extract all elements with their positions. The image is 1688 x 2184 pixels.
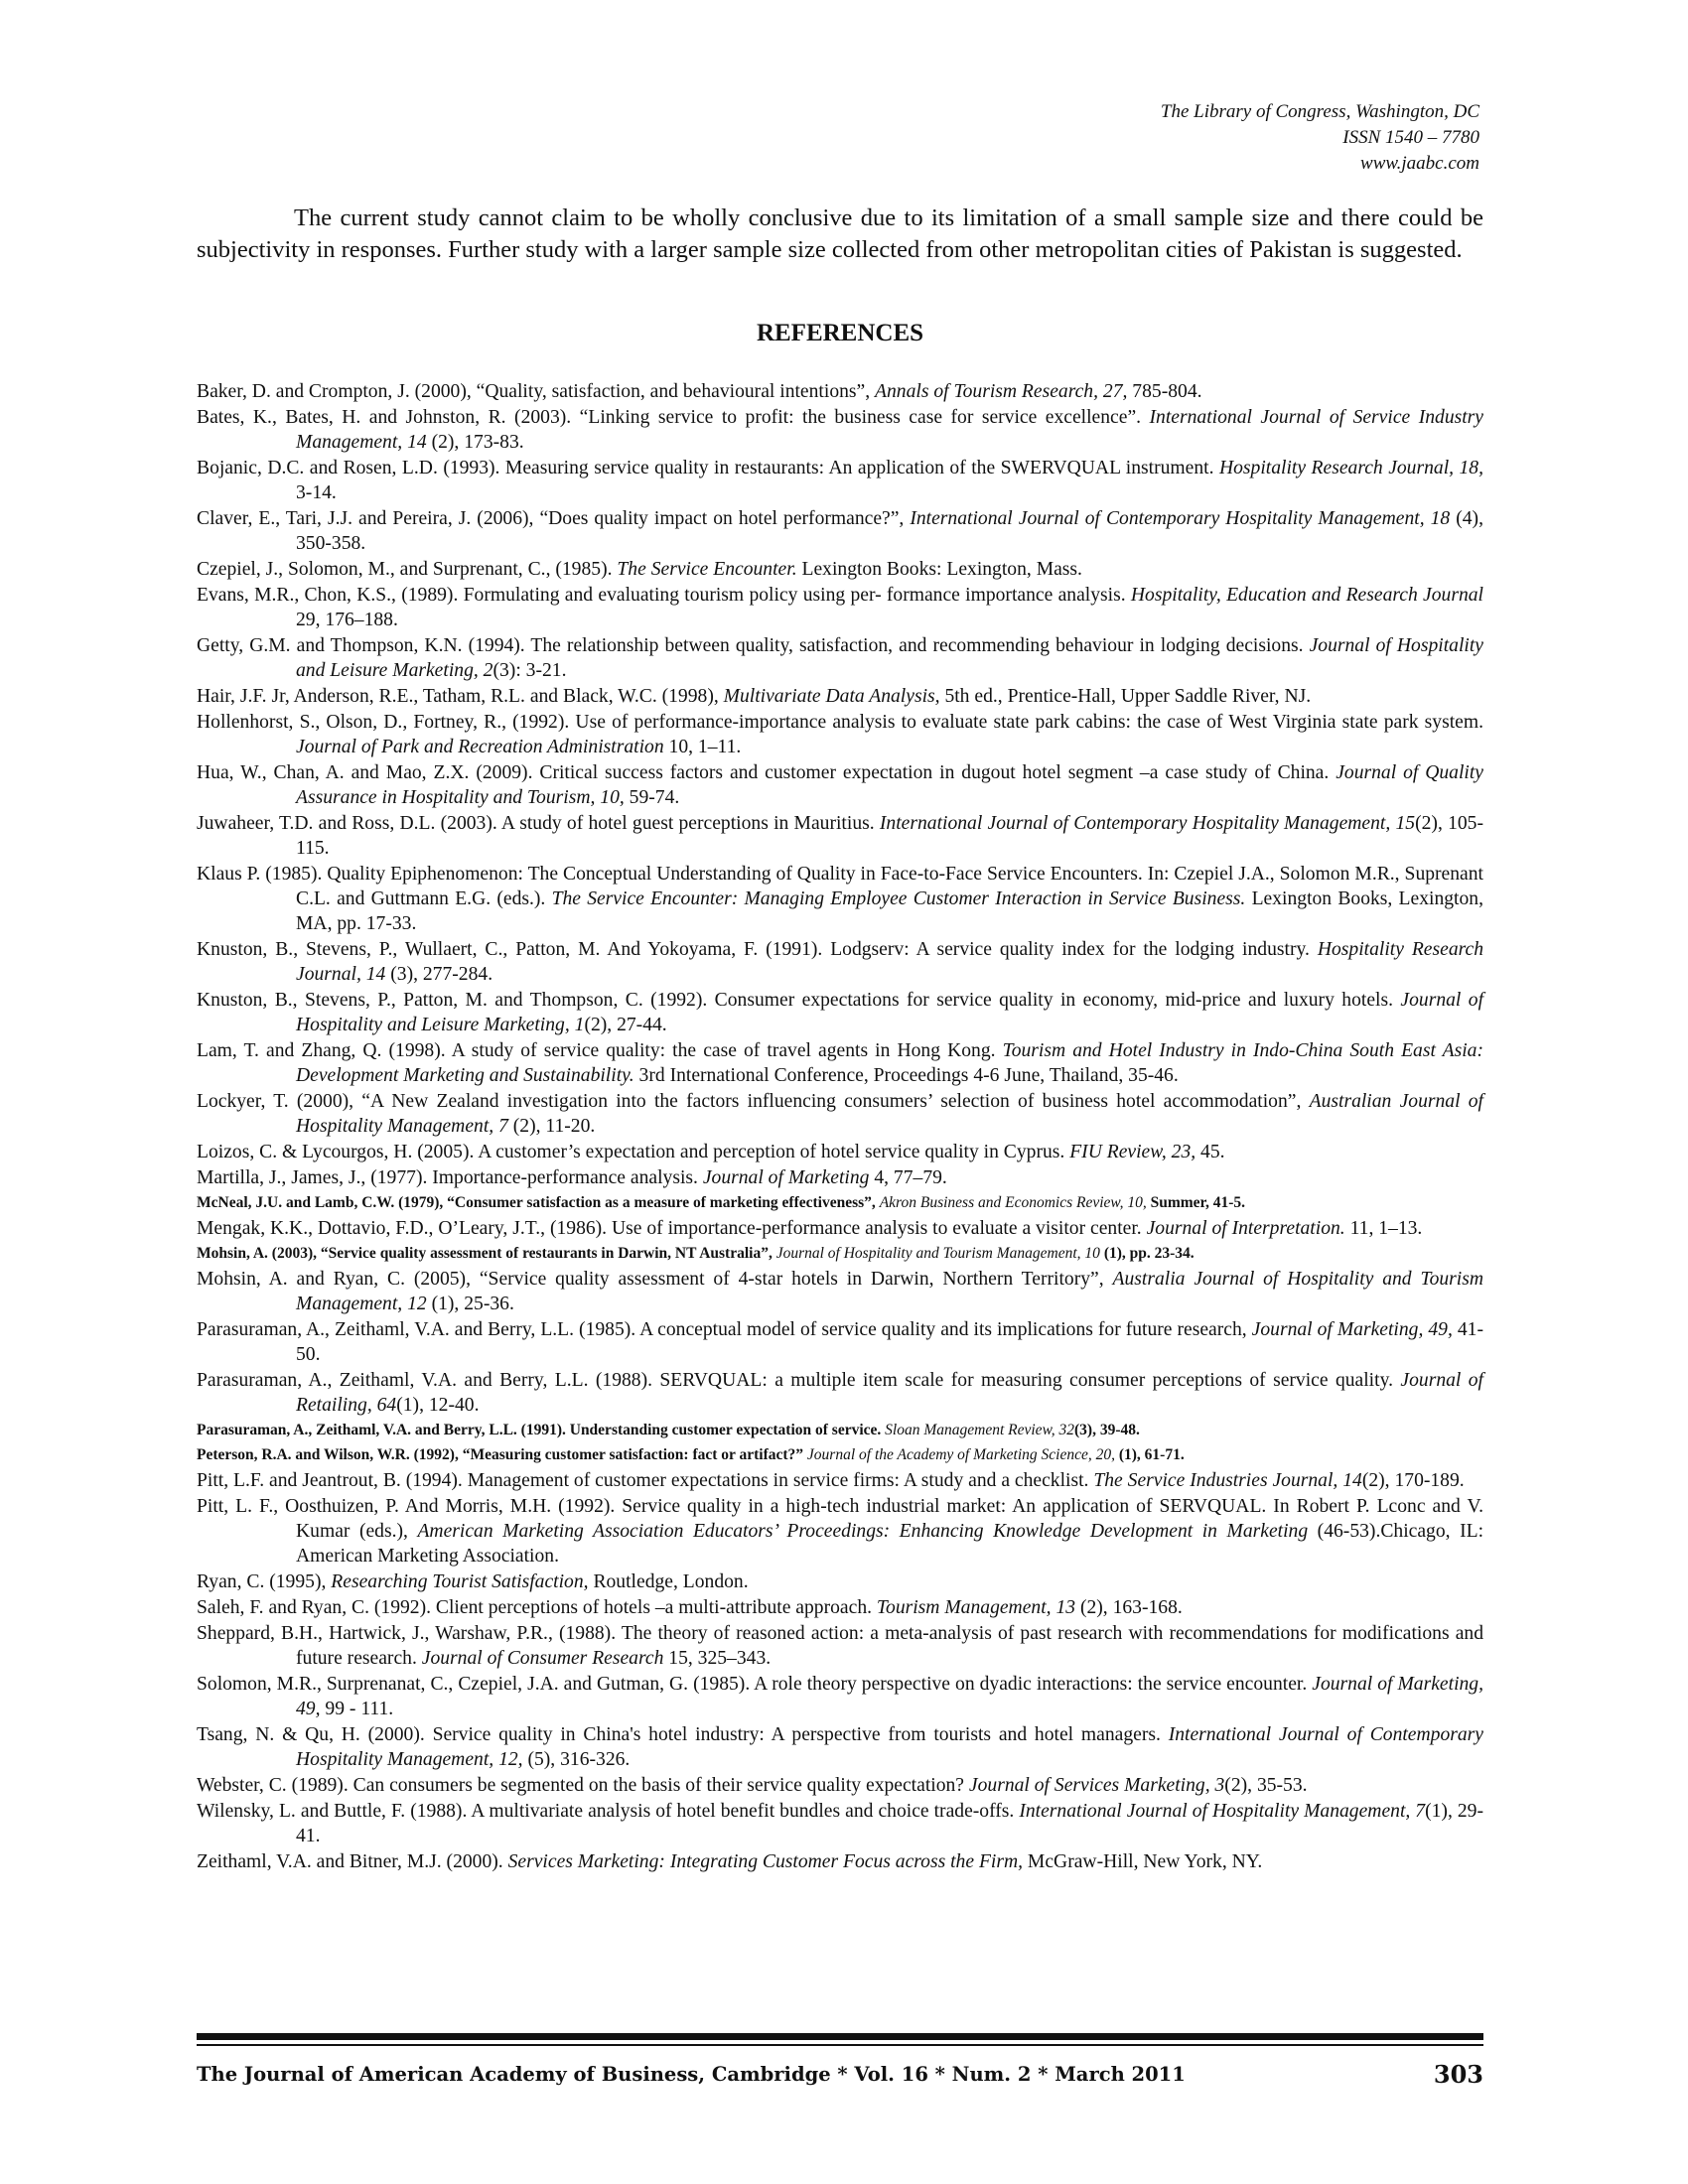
reference-details: McGraw-Hill, New York, NY. [1023, 1851, 1263, 1872]
header-issn: ISSN 1540 – 7780 [1342, 127, 1479, 148]
reference-details: 785-804. [1127, 381, 1202, 402]
reference-journal: Annals of Tourism Research, 27, [875, 381, 1128, 402]
reference-item [197, 1419, 1483, 1442]
reference-details: (2), 35-53. [1224, 1775, 1308, 1796]
reference-journal: Journal of Quality Assurance in Hospitality and Tourism, 10, [296, 762, 1483, 808]
reference-details: (1), 25-36. [426, 1294, 514, 1314]
reference-journal: The Service Encounter. [617, 559, 797, 580]
reference-item [197, 506, 1483, 556]
header-library: The Library of Congress, Washington, DC [1160, 101, 1479, 122]
reference-authors-title: Saleh, F. and Ryan, C. (1992). Client perceptions of hotels –a multi-attribute approach. [197, 1597, 877, 1618]
reference-item [197, 684, 1483, 709]
reference-item [197, 633, 1483, 683]
reference-journal: International Journal of Service Industry Management, 14 [296, 407, 1484, 453]
reference-authors-title: Loizos, C. & Lycourgos, H. (2005). A customer’s expectation and perception of hotel service quality in Cyprus. [197, 1142, 1070, 1162]
reference-details: 45. [1196, 1142, 1225, 1162]
footer-journal: The Journal of American Academy of Business, Cambridge * Vol. 16 * Num. 2 * March 2011 [197, 2063, 1186, 2086]
reference-authors-title: Sheppard, B.H., Hartwick, J., Warshaw, P.R., (1988). The theory of reasoned action: a meta-analysis of past research with recommendations for modifications and future research. [197, 1623, 1483, 1669]
reference-journal: The Service Encounter: Managing Employee Customer Interaction in Service Business. [551, 888, 1246, 909]
footer-rule-thin [197, 2044, 1483, 2046]
header-url[interactable]: www.jaabc.com [1360, 153, 1479, 174]
reference-authors-title: Lam, T. and Zhang, Q. (1998). A study of service quality: the case of travel agents in Hong Kong. [197, 1040, 1003, 1061]
reference-journal: Journal of Hospitality and Leisure Marketing, 2 [296, 635, 1483, 681]
reference-journal: Journal of Marketing [702, 1167, 870, 1188]
reference-details: 15, 325–343. [663, 1648, 772, 1669]
reference-item [197, 760, 1483, 810]
reference-item [197, 937, 1483, 987]
reference-details: 10, 1–11. [663, 737, 742, 757]
reference-details: 59-74. [624, 787, 680, 808]
reference-details: (2), 170-189. [1361, 1470, 1465, 1491]
reference-item [197, 583, 1483, 632]
reference-authors-title: Baker, D. and Crompton, J. (2000), “Quality, satisfaction, and behavioural intentions”, [197, 381, 876, 402]
reference-journal: Journal of Services Marketing, 3 [968, 1775, 1225, 1796]
reference-authors-title: Knuston, B., Stevens, P., Wullaert, C., Patton, M. And Yokoyama, F. (1991). Lodgserv: A service quality index for the lodging industry. [197, 939, 1318, 960]
reference-authors-title: Hollenhorst, S., Olson, D., Fortney, R., (1992). Use of performance-importance analysis to evaluate state park cabins: the case of West Virginia state park system. [197, 712, 1483, 733]
reference-details: (1), 61-71. [1114, 1446, 1185, 1463]
reference-journal: Journal of Marketing, 49, [296, 1674, 1484, 1719]
reference-item [197, 1494, 1483, 1569]
reference-authors-title: Bojanic, D.C. and Rosen, L.D. (1993). Measuring service quality in restaurants: An application of the SWERVQUAL instrument. [197, 458, 1219, 478]
reference-journal: International Journal of Contemporary Hospitality Management, 12, [296, 1724, 1483, 1770]
reference-journal: Tourism and Hotel Industry in Indo-China South East Asia: Development Marketing and Sustainability. [296, 1040, 1483, 1086]
reference-authors-title: Czepiel, J., Solomon, M., and Surprenant, C., (1985). [197, 559, 618, 580]
reference-journal: Multivariate Data Analysis, [723, 686, 940, 707]
reference-authors-title: Pitt, L.F. and Jeantrout, B. (1994). Management of customer expectations in service firms: A study and a checklist. [197, 1470, 1094, 1491]
reference-authors-title: Mohsin, A. and Ryan, C. (2005), “Service quality assessment of 4-star hotels in Darwin, Northern Territory”, [197, 1269, 1113, 1290]
reference-authors-title: Knuston, B., Stevens, P., Patton, M. and Thompson, C. (1992). Consumer expectations for service quality in economy, mid-price and luxury hotels. [197, 990, 1401, 1011]
reference-authors-title: Hair, J.F. Jr, Anderson, R.E., Tatham, R.L. and Black, W.C. (1998), [197, 686, 724, 707]
reference-authors-title: Martilla, J., James, J., (1977). Importance-performance analysis. [197, 1167, 703, 1188]
reference-details: 11, 1–13. [1344, 1218, 1423, 1239]
reference-item [197, 862, 1483, 936]
reference-details: (3): 3-21. [492, 660, 567, 681]
reference-item [197, 1799, 1483, 1848]
reference-details: (5), 316-326. [522, 1749, 631, 1770]
reference-item [197, 456, 1483, 505]
reference-journal: Hospitality, Education and Research Journal [1130, 585, 1483, 606]
reference-item [197, 1165, 1483, 1190]
page-footer [197, 2060, 1483, 2089]
reference-journal: Journal of Park and Recreation Administration [296, 737, 664, 757]
reference-item [197, 1242, 1483, 1266]
reference-journal: Journal of Consumer Research [421, 1648, 664, 1669]
reference-authors-title: Klaus P. (1985). Quality Epiphenomenon: The Conceptual Understanding of Quality in Face-to-Face Service Encounters. In: Czepiel J.A., Solomon M.R., Suprenant C.L. and Guttmann E.G. (eds.). [197, 864, 1483, 909]
reference-journal: Akron Business and Economics Review, 10, [879, 1194, 1147, 1211]
reference-details: (2), 11-20. [507, 1116, 596, 1137]
footer-rule-thick [197, 2033, 1483, 2040]
page-number: 303 [1433, 2060, 1483, 2089]
reference-journal: Services Marketing: Integrating Customer Focus across the Firm, [507, 1851, 1024, 1872]
reference-details: (1), 29-41. [296, 1801, 1483, 1846]
reference-journal: Journal of Retailing, 64 [296, 1370, 1484, 1416]
reference-item [197, 1140, 1483, 1164]
reference-authors-title: McNeal, J.U. and Lamb, C.W. (1979), “Consumer satisfaction as a measure of marketing effectiveness”, [197, 1194, 880, 1211]
references-heading: REFERENCES [756, 320, 924, 346]
reference-item [197, 1191, 1483, 1215]
reference-journal: Journal of Marketing, 49, [1251, 1319, 1453, 1340]
reference-item [197, 811, 1483, 861]
reference-item [197, 1595, 1483, 1620]
reference-journal: FIU Review, 23, [1069, 1142, 1196, 1162]
running-header [1161, 99, 1479, 177]
reference-authors-title: Juwaheer, T.D. and Ross, D.L. (2003). A study of hotel guest perceptions in Mauritius. [197, 813, 880, 834]
reference-journal: American Marketing Association Educators’ Proceedings: Enhancing Knowledge Development in Marketing [417, 1521, 1309, 1542]
reference-authors-title: Evans, M.R., Chon, K.S., (1989). Formulating and evaluating tourism policy using per- formance importance analysis. [197, 585, 1131, 606]
reference-details: (46-53).Chicago, IL: American Marketing Association. [296, 1521, 1484, 1567]
reference-item [197, 1722, 1483, 1772]
reference-authors-title: Tsang, N. & Qu, H. (2000). Service quality in China's hotel industry: A perspective from tourists and hotel managers. [197, 1724, 1169, 1745]
reference-authors-title: Mengak, K.K., Dottavio, F.D., O’Leary, J.T., (1986). Use of importance-performance analysis to evaluate a visitor center. [197, 1218, 1147, 1239]
reference-item [197, 1672, 1483, 1721]
reference-authors-title: Peterson, R.A. and Wilson, W.R. (1992), “Measuring customer satisfaction: fact or artifact?” [197, 1446, 807, 1463]
reference-authors-title: Zeithaml, V.A. and Bitner, M.J. (2000). [197, 1851, 508, 1872]
reference-journal: Hospitality Research Journal, 18, [1218, 458, 1484, 478]
reference-journal: International Journal of Contemporary Hospitality Management, 15 [879, 813, 1416, 834]
reference-authors-title: Mohsin, A. (2003), “Service quality assessment of restaurants in Darwin, NT Australia”, [197, 1245, 776, 1262]
reference-authors-title: Pitt, L. F., Oosthuizen, P. And Morris, M.H. (1992). Service quality in a high-tech industrial market: An application of SERVQUAL. In Robert P. Lconc and V. Kumar (eds.), [197, 1496, 1483, 1542]
reference-journal: Sloan Management Review, 32 [885, 1422, 1075, 1438]
reference-item [197, 1216, 1483, 1241]
reference-item [197, 1089, 1483, 1139]
reference-details: Lexington Books: Lexington, Mass. [796, 559, 1082, 580]
reference-item [197, 379, 1483, 404]
reference-details: (1), 12-40. [396, 1395, 480, 1416]
reference-authors-title: Claver, E., Tari, J.J. and Pereira, J. (2006), “Does quality impact on hotel performance?”, [197, 508, 911, 529]
reference-item [197, 1849, 1483, 1874]
reference-authors-title: Getty, G.M. and Thompson, K.N. (1994). The relationship between quality, satisfaction, and recommending behaviour in lodging decisions. [197, 635, 1310, 656]
reference-authors-title: Ryan, C. (1995), [197, 1571, 332, 1592]
reference-details: Routledge, London. [588, 1571, 749, 1592]
reference-journal: Journal of Hospitality and Tourism Management, 10 [775, 1245, 1100, 1262]
reference-journal: Researching Tourist Satisfaction, [331, 1571, 589, 1592]
reference-authors-title: Solomon, M.R., Surprenanat, C., Czepiel, J.A. and Gutman, G. (1985). A role theory perspective on dyadic interactions: the service encounter. [197, 1674, 1313, 1695]
reference-details: (3), 39-48. [1074, 1422, 1140, 1438]
reference-item [197, 405, 1483, 455]
reference-authors-title: Webster, C. (1989). Can consumers be segmented on the basis of their service quality expectation? [197, 1775, 969, 1796]
reference-details: (4), 350-358. [296, 508, 1483, 554]
reference-details: 3rd International Conference, Proceedings 4-6 June, Thailand, 35-46. [633, 1065, 1179, 1086]
reference-journal: Journal of Hospitality and Leisure Marketing, 1 [296, 990, 1484, 1035]
reference-details: 4, 77–79. [869, 1167, 947, 1188]
references-list [197, 379, 1483, 1875]
reference-details: Lexington Books, Lexington, MA, pp. 17-33. [296, 888, 1483, 934]
reference-authors-title: Wilensky, L. and Buttle, F. (1988). A multivariate analysis of hotel benefit bundles and choice trade-offs. [197, 1801, 1020, 1822]
reference-item [197, 1443, 1483, 1467]
reference-item [197, 1368, 1483, 1418]
reference-journal: Australian Journal of Hospitality Management, 7 [296, 1091, 1483, 1137]
reference-details: Summer, 41-5. [1146, 1194, 1246, 1211]
reference-journal: Australia Journal of Hospitality and Tourism Management, 12 [296, 1269, 1484, 1314]
reference-details: (2), 27-44. [584, 1015, 667, 1035]
reference-authors-title: Parasuraman, A., Zeithaml, V.A. and Berry, L.L. (1991). Understanding customer expectation of service. [197, 1422, 886, 1438]
reference-item [197, 710, 1483, 759]
reference-journal: The Service Industries Journal, 14 [1093, 1470, 1362, 1491]
reference-journal: Journal of Interpretation. [1146, 1218, 1345, 1239]
reference-details: (3), 277-284. [385, 964, 493, 985]
reference-item [197, 1773, 1483, 1798]
reference-item [197, 1267, 1483, 1316]
reference-authors-title: Bates, K., Bates, H. and Johnston, R. (2003). “Linking service to profit: the business case for service excellence”. [197, 407, 1150, 428]
reference-authors-title: Lockyer, T. (2000), “A New Zealand investigation into the factors influencing consumers’ selection of business hotel accommodation”, [197, 1091, 1310, 1112]
reference-item [197, 1038, 1483, 1088]
reference-details: 29, 176–188. [296, 610, 398, 630]
reference-item [197, 1468, 1483, 1493]
reference-journal: Hospitality Research Journal, 14 [296, 939, 1484, 985]
reference-journal: International Journal of Hospitality Management, 7 [1019, 1801, 1426, 1822]
reference-details: (2), 173-83. [426, 432, 524, 453]
reference-details: 3-14. [296, 482, 337, 503]
reference-item [197, 557, 1483, 582]
intro-paragraph: The current study cannot claim to be wholly conclusive due to its limitation of a small sample size and there could be subjectivity in responses. Further study with a larger sample size collected from other metropolitan cities of Pakistan is suggested. [197, 205, 1483, 263]
reference-details: (2), 105-115. [296, 813, 1483, 859]
reference-journal: International Journal of Contemporary Hospitality Management, 18 [910, 508, 1451, 529]
reference-authors-title: Hua, W., Chan, A. and Mao, Z.X. (2009). Critical success factors and customer expectation in dugout hotel segment –a case study of China. [197, 762, 1336, 783]
reference-authors-title: Parasuraman, A., Zeithaml, V.A. and Berry, L.L. (1985). A conceptual model of service quality and its implications for future research, [197, 1319, 1252, 1340]
reference-details: 5th ed., Prentice-Hall, Upper Saddle River, NJ. [939, 686, 1312, 707]
reference-details: 41-50. [296, 1319, 1483, 1365]
reference-item [197, 1317, 1483, 1367]
reference-details: 99 - 111. [320, 1699, 394, 1719]
reference-item [197, 988, 1483, 1037]
reference-journal: Journal of the Academy of Marketing Science, 20, [806, 1446, 1115, 1463]
reference-journal: Tourism Management, 13 [876, 1597, 1076, 1618]
reference-authors-title: Parasuraman, A., Zeithaml, V.A. and Berry, L.L. (1988). SERVQUAL: a multiple item scale for measuring consumer perceptions of service quality. [197, 1370, 1401, 1391]
reference-item [197, 1621, 1483, 1671]
reference-details: (1), pp. 23-34. [1099, 1245, 1195, 1262]
reference-item [197, 1570, 1483, 1594]
reference-details: (2), 163-168. [1075, 1597, 1183, 1618]
